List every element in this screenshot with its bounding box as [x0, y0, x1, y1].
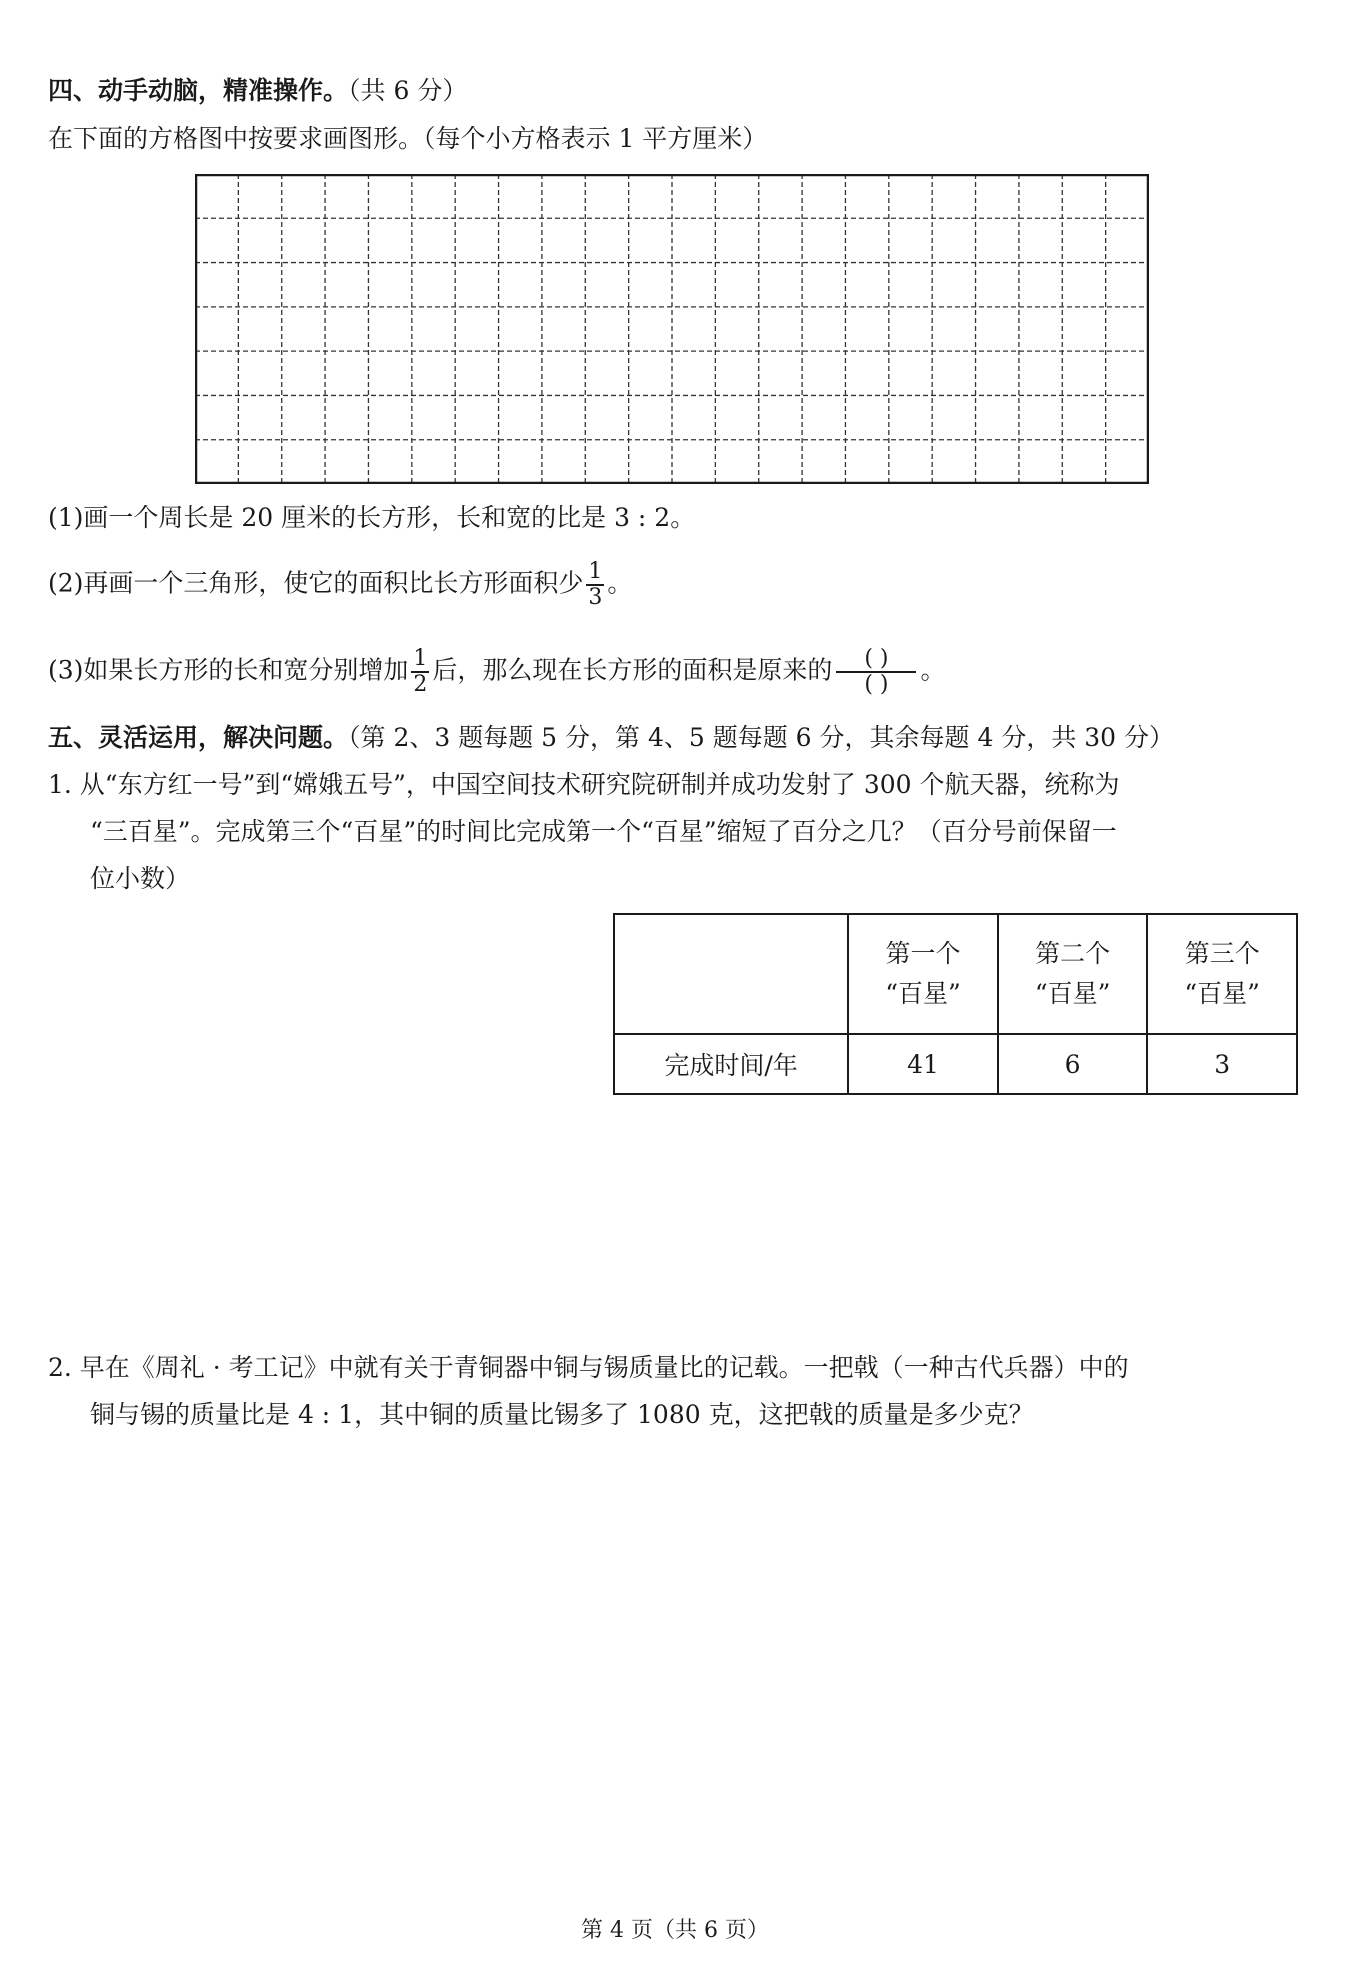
q2-before: (2)再画一个三角形，使它的面积比长方形面积少	[48, 568, 584, 598]
table-row	[614, 1034, 1297, 1094]
p2-line2: 铜与锡的质量比是 4 : 1，其中铜的质量比锡多了 1080 克，这把戟的质量是多少克？	[90, 1400, 1034, 1429]
table-header-cell	[1147, 914, 1297, 1034]
p1-line3: 位小数）	[90, 864, 191, 893]
q3-blank-num[interactable]: ( )	[836, 647, 916, 673]
table-header-row	[614, 914, 1297, 1034]
q2-fraction	[586, 560, 604, 610]
header-3-line1: 第三个	[1184, 939, 1260, 968]
header-2-line2: “百星”	[1034, 979, 1111, 1008]
q3-answer-blank[interactable]	[836, 647, 916, 697]
p1-line2: “三百星”。完成第三个“百星”的时间比完成第一个“百星”缩短了百分之几？（百分号前保留一	[90, 817, 1117, 846]
q2-text	[48, 560, 632, 610]
p2-line1: 2. 早在《周礼 · 考工记》中就有关于青铜器中铜与锡质量比的记载。一把戟（一种古代兵器）中的	[48, 1353, 1129, 1382]
q3-frac-den: 2	[413, 672, 428, 697]
header-1-line2: “百星”	[885, 979, 961, 1008]
section4-title: 四、动手动脑，精准操作。	[48, 76, 349, 105]
q3-blank-den[interactable]: ( )	[864, 672, 889, 697]
header-1-line1: 第一个	[885, 939, 961, 968]
q3-after: 。	[920, 655, 946, 685]
q3-frac-num: 1	[413, 646, 428, 671]
q3-before: (3)如果长方形的长和宽分别增加	[48, 655, 409, 685]
completion-time-table	[613, 913, 1298, 1095]
q2-frac-num: 1	[588, 559, 603, 584]
table-cell: 41	[848, 1034, 998, 1094]
q2-frac-den: 3	[588, 585, 603, 610]
row-label: 完成时间/年	[614, 1034, 848, 1094]
section5-score: （第 2、3 题每题 5 分，第 4、5 题每题 6 分，其余每题 4 分，共 30 分）	[348, 723, 1175, 752]
section5-heading	[48, 721, 1174, 755]
header-2-line1: 第二个	[1035, 939, 1111, 968]
page-footer: 第 4 页（共 6 页）	[581, 1918, 769, 1943]
header-3-line2: “百星”	[1184, 979, 1260, 1008]
q2-after: 。	[607, 568, 633, 598]
table-corner-cell	[614, 914, 848, 1034]
q3-text	[48, 647, 945, 697]
table-header-cell	[848, 914, 998, 1034]
section5-title: 五、灵活运用，解决问题。	[48, 723, 349, 752]
drawing-grid[interactable]	[195, 174, 1149, 484]
table-cell: 6	[998, 1034, 1148, 1094]
p1-line1: 1. 从“东方红一号”到“嫦娥五号”，中国空间技术研究院研制并成功发射了 300 个航天器，统称为	[48, 770, 1120, 799]
section4-heading	[48, 74, 467, 108]
section4-score: （共 6 分）	[348, 76, 468, 105]
q3-fraction	[411, 647, 429, 697]
q3-mid: 后，那么现在长方形的面积是原来的	[432, 655, 833, 685]
section4-instruction: 在下面的方格图中按要求画图形。（每个小方格表示 1 平方厘米）	[48, 124, 768, 153]
q1-text: (1)画一个周长是 20 厘米的长方形，长和宽的比是 3 : 2。	[48, 503, 696, 532]
table-header-cell	[998, 914, 1148, 1034]
table-cell: 3	[1147, 1034, 1297, 1094]
